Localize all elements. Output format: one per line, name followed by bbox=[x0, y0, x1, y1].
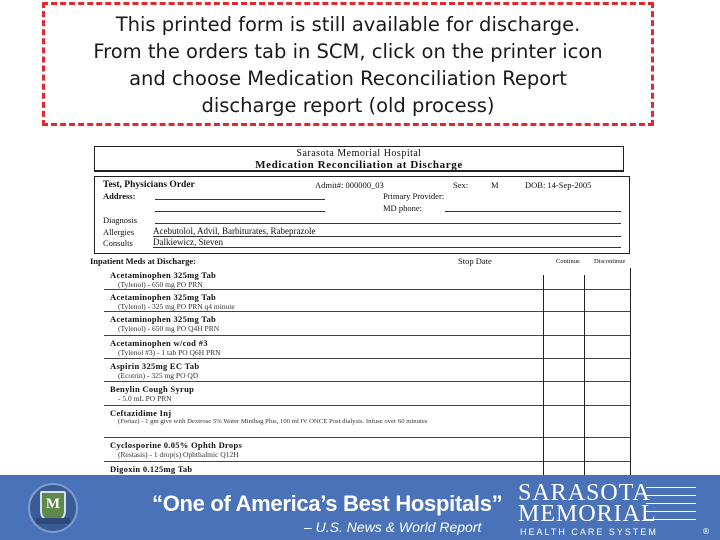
medication-row bbox=[104, 336, 630, 359]
shield-icon: M bbox=[40, 491, 66, 523]
md-phone-label: MD phone: bbox=[383, 203, 422, 213]
instruction-line: This printed form is still available for discharge. bbox=[115, 13, 581, 36]
discontinue-header: Discontinue bbox=[594, 258, 626, 265]
instruction-line: and choose Medication Reconciliation Report bbox=[129, 67, 567, 90]
address-label: Address: bbox=[103, 191, 136, 201]
medication-row bbox=[104, 290, 630, 312]
sex-label: Sex: bbox=[453, 180, 469, 190]
medication-row bbox=[104, 312, 630, 336]
medication-row bbox=[104, 438, 630, 462]
medication-name: Aspirin 325mg EC Tab bbox=[110, 361, 200, 371]
instruction-line: discharge report (old process) bbox=[201, 94, 495, 117]
consults-value: Dalkiewicz, Steven bbox=[153, 237, 223, 247]
medication-name: Ceftazidime Inj bbox=[110, 408, 172, 418]
admit-number: Admit#: 000000_03 bbox=[315, 180, 384, 190]
hospital-logo-icon bbox=[28, 483, 78, 533]
primary-provider-label: Primary Provider: bbox=[383, 191, 445, 201]
medications-header bbox=[90, 256, 634, 268]
medication-name: Acetaminophen 325mg Tab bbox=[110, 270, 217, 280]
registered-mark: ® bbox=[702, 527, 710, 536]
medication-row bbox=[104, 359, 630, 382]
medication-row bbox=[104, 462, 630, 476]
sex-value: M bbox=[491, 180, 499, 190]
continue-header: Continue bbox=[556, 258, 580, 265]
report-title-box bbox=[94, 146, 624, 172]
report-title: Medication Reconciliation at Discharge bbox=[255, 159, 463, 171]
medication-name: Digoxin 0.125mg Tab bbox=[110, 464, 193, 474]
footer-banner bbox=[0, 475, 720, 540]
meds-header-title: Inpatient Meds at Discharge: bbox=[90, 256, 197, 266]
medication-directions: (Ecotrin) - 325 mg PO QD bbox=[118, 371, 199, 380]
footer-quote-source: – U.S. News & World Report bbox=[304, 519, 482, 535]
brand-name-line1: SARASOTA bbox=[518, 480, 651, 506]
brand-name-line3: HEALTH CARE SYSTEM bbox=[520, 527, 658, 537]
diagnosis-label: Diagnosis bbox=[103, 215, 137, 225]
patient-info-box bbox=[94, 176, 630, 254]
instruction-callout bbox=[42, 2, 654, 126]
medication-row bbox=[104, 268, 630, 290]
brand-name-line2: MEMORIAL bbox=[518, 501, 657, 527]
medication-row bbox=[104, 382, 630, 406]
consults-label: Consults bbox=[103, 238, 133, 248]
medication-name: Acetaminophen 325mg Tab bbox=[110, 314, 217, 324]
allergies-value: Acebutolol, Advil, Barbiturates, Rabeprazole bbox=[153, 226, 316, 236]
date-of-birth: DOB: 14-Sep-2005 bbox=[525, 180, 592, 190]
medication-name: Acetaminophen w/cod #3 bbox=[110, 338, 208, 348]
medication-row bbox=[104, 406, 630, 438]
instruction-text bbox=[49, 11, 647, 119]
medication-directions: (Restasis) - 1 drop(s) Ophthalmic Q12H bbox=[118, 450, 239, 459]
medication-directions: (Fortaz) - 1 gm give with Dextrose 5% Water Minibag Plus, 100 ml IV ONCE Post dialysis. Infuse over 60 minutes bbox=[118, 418, 428, 425]
medication-directions: (Tylenol) - 650 mg PO Q4H PRN bbox=[118, 324, 220, 333]
medication-directions: (Tylenol) - 650 mg PO PRN bbox=[118, 280, 203, 289]
medication-name: Acetaminophen 325mg Tab bbox=[110, 292, 217, 302]
stop-date-header: Stop Date bbox=[458, 256, 492, 266]
medication-reconciliation-form bbox=[88, 140, 636, 476]
medication-directions: (Tylenol) - 325 mg PO PRN q4 minute bbox=[118, 302, 235, 311]
medication-directions: (Tylenol #3) - 1 tab PO Q6H PRN bbox=[118, 348, 221, 357]
allergies-label: Allergies bbox=[103, 227, 135, 237]
hospital-name: Sarasota Memorial Hospital bbox=[296, 148, 422, 159]
medication-directions: - 5.0 mL PO PRN bbox=[118, 394, 172, 403]
instruction-line: From the orders tab in SCM, click on the printer icon bbox=[93, 40, 603, 63]
patient-name: Test, Physicians Order bbox=[103, 180, 195, 190]
medication-name: Benylin Cough Syrup bbox=[110, 384, 195, 394]
medication-name: Cyclosporine 0.05% Ophth Drops bbox=[110, 440, 243, 450]
footer-quote: “One of America’s Best Hospitals” bbox=[152, 491, 503, 516]
